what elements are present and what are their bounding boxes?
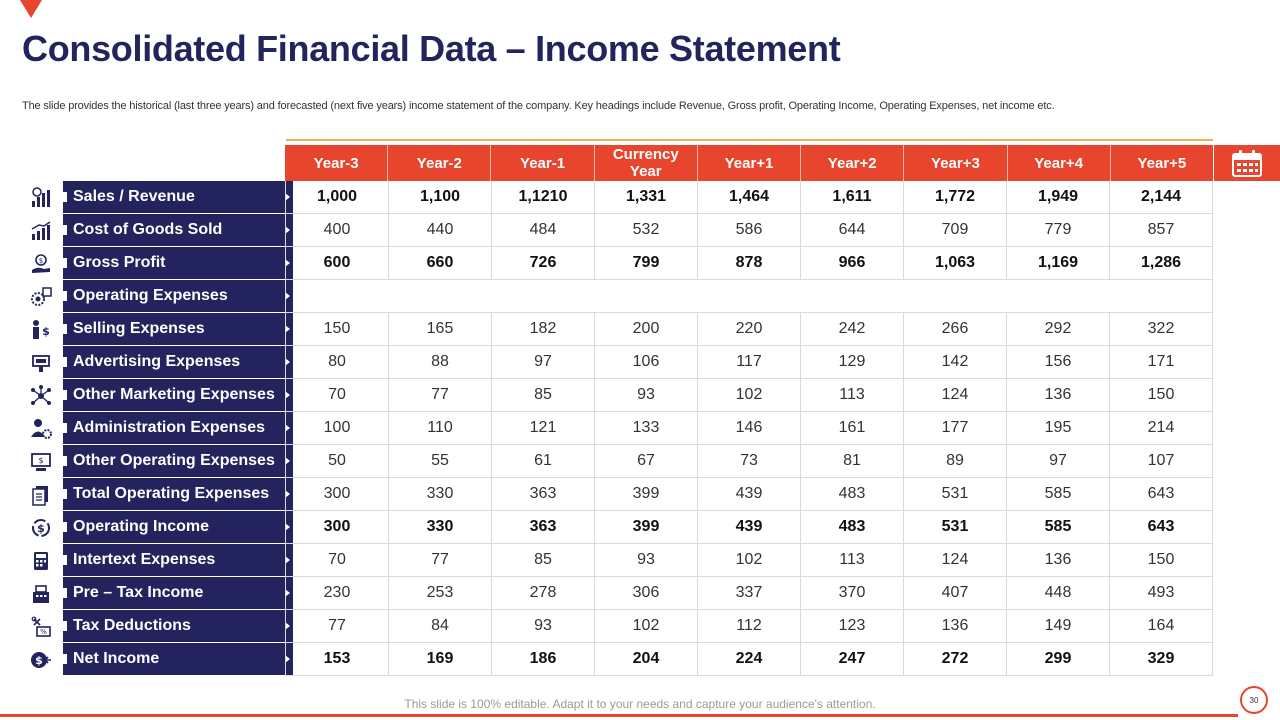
network-icon	[30, 385, 52, 407]
table-cell	[903, 280, 1006, 312]
table-row	[0, 511, 1213, 544]
table-cell: 1,063	[903, 247, 1006, 279]
table-cell: 204	[594, 643, 697, 675]
svg-text:$: $	[42, 325, 50, 338]
table-cell: 532	[594, 214, 697, 246]
table-row	[0, 643, 1213, 676]
revenue-chart-icon	[30, 187, 52, 209]
table-row	[0, 445, 1213, 478]
table-cell: 129	[800, 346, 903, 378]
table-cell: 77	[388, 379, 491, 411]
bar-growth-icon	[30, 220, 52, 242]
table-cell: 77	[388, 544, 491, 576]
table-cell: 61	[491, 445, 594, 477]
table-cell: 93	[594, 544, 697, 576]
row-label: Sales / Revenue	[63, 181, 293, 213]
table-cell: 1,100	[388, 181, 491, 213]
table-cell: 1,949	[1006, 181, 1109, 213]
table-row	[0, 214, 1213, 247]
table-cell: 70	[285, 379, 388, 411]
table-cell: 1,000	[285, 181, 388, 213]
svg-text:$: $	[38, 257, 44, 265]
table-cell: 55	[388, 445, 491, 477]
table-cell	[697, 280, 800, 312]
table-cell: 161	[800, 412, 903, 444]
table-cell: 88	[388, 346, 491, 378]
table-cell: 102	[594, 610, 697, 642]
table-row	[0, 181, 1213, 214]
table-cell: 399	[594, 511, 697, 543]
monitor-money-icon	[30, 451, 52, 473]
table-cell: 85	[491, 544, 594, 576]
row-label: Selling Expenses	[63, 313, 293, 345]
table-row	[0, 577, 1213, 610]
row-label: Total Operating Expenses	[63, 478, 293, 510]
table-cell: 300	[285, 478, 388, 510]
table-cell: 67	[594, 445, 697, 477]
table-cell: 124	[903, 379, 1006, 411]
table-cell: 363	[491, 511, 594, 543]
table-cell: 113	[800, 544, 903, 576]
row-label: Intertext Expenses	[63, 544, 293, 576]
table-cell: 407	[903, 577, 1006, 609]
dollar-cycle-icon	[30, 517, 52, 539]
table-cell: 779	[1006, 214, 1109, 246]
table-cell: 1,331	[594, 181, 697, 213]
corner-triangle	[20, 0, 42, 18]
table-cell: 70	[285, 544, 388, 576]
table-cell: 112	[697, 610, 800, 642]
income-statement-table	[0, 181, 1213, 676]
table-cell: 1,1210	[491, 181, 594, 213]
table-row	[0, 610, 1213, 643]
gear-money-icon	[30, 286, 52, 308]
svg-text:$: $	[35, 654, 43, 667]
money-hand-icon	[30, 253, 52, 275]
table-cell: 156	[1006, 346, 1109, 378]
table-cell: 363	[491, 478, 594, 510]
person-dollar-icon	[30, 319, 52, 341]
table-cell: 195	[1006, 412, 1109, 444]
table-cell: 214	[1109, 412, 1212, 444]
table-cell: 153	[285, 643, 388, 675]
table-row	[0, 346, 1213, 379]
table-cell: 230	[285, 577, 388, 609]
table-cell: 400	[285, 214, 388, 246]
table-row	[0, 379, 1213, 412]
table-cell: 200	[594, 313, 697, 345]
table-cell: 149	[1006, 610, 1109, 642]
row-label: Gross Profit	[63, 247, 293, 279]
table-cell: 370	[800, 577, 903, 609]
document-stack-icon	[30, 484, 52, 506]
table-cell: 643	[1109, 511, 1212, 543]
page-subtitle: The slide provides the historical (last three years) and forecasted (next five years) income statement of the company. Key headings include Revenue, Gross profit, Operating Income, Operating Expenses, net income etc.	[22, 100, 1055, 112]
table-cell: 146	[697, 412, 800, 444]
table-cell: 50	[285, 445, 388, 477]
table-cell	[1006, 280, 1109, 312]
bottom-accent-line	[0, 714, 1238, 717]
table-cell: 1,169	[1006, 247, 1109, 279]
table-cell: 300	[285, 511, 388, 543]
table-cell: 177	[903, 412, 1006, 444]
table-cell: 121	[491, 412, 594, 444]
cash-register-icon	[30, 583, 52, 605]
table-cell: 278	[491, 577, 594, 609]
table-cell: 77	[285, 610, 388, 642]
table-cell: 585	[1006, 511, 1109, 543]
row-label: Other Operating Expenses	[63, 445, 293, 477]
billboard-icon	[30, 352, 52, 374]
table-cell: 586	[697, 214, 800, 246]
table-cell: 330	[388, 478, 491, 510]
table-cell	[388, 280, 491, 312]
table-cell: 171	[1109, 346, 1212, 378]
table-cell: 106	[594, 346, 697, 378]
table-cell: 107	[1109, 445, 1212, 477]
table-cell: 84	[388, 610, 491, 642]
table-cell: 97	[1006, 445, 1109, 477]
table-cell: 97	[491, 346, 594, 378]
table-cell: 110	[388, 412, 491, 444]
table-cell: 253	[388, 577, 491, 609]
table-cell: 330	[388, 511, 491, 543]
table-top-line	[286, 139, 1213, 141]
table-cell: 93	[491, 610, 594, 642]
table-cell: 224	[697, 643, 800, 675]
table-cell: 600	[285, 247, 388, 279]
table-cell: 299	[1006, 643, 1109, 675]
table-cell: 483	[800, 511, 903, 543]
table-cell: 272	[903, 643, 1006, 675]
table-cell: 102	[697, 379, 800, 411]
table-cell: 439	[697, 511, 800, 543]
table-cell: 182	[491, 313, 594, 345]
table-row	[0, 313, 1213, 346]
page-number: 30	[1240, 686, 1268, 714]
table-cell: 399	[594, 478, 697, 510]
svg-text:%: %	[40, 628, 47, 636]
row-label: Pre – Tax Income	[63, 577, 293, 609]
table-cell: 81	[800, 445, 903, 477]
table-cell: 329	[1109, 643, 1212, 675]
table-cell: 85	[491, 379, 594, 411]
table-cell: 799	[594, 247, 697, 279]
table-cell: 1,286	[1109, 247, 1212, 279]
coin-arrow-icon	[30, 649, 52, 671]
table-cell: 93	[594, 379, 697, 411]
row-label: Operating Income	[63, 511, 293, 543]
table-cell	[1109, 280, 1212, 312]
table-cell: 136	[903, 610, 1006, 642]
table-cell	[800, 280, 903, 312]
table-header-row	[285, 145, 1213, 181]
table-row	[0, 478, 1213, 511]
row-label: Other Marketing Expenses	[63, 379, 293, 411]
row-label: Administration Expenses	[63, 412, 293, 444]
row-label: Operating Expenses	[63, 280, 293, 312]
column-header: Year+5	[1111, 145, 1213, 181]
table-cell: 169	[388, 643, 491, 675]
footer-note: This slide is 100% editable. Adapt it to your needs and capture your audience's attention.	[404, 697, 876, 711]
table-cell: 136	[1006, 544, 1109, 576]
table-cell: 440	[388, 214, 491, 246]
table-cell: 117	[697, 346, 800, 378]
table-row	[0, 247, 1213, 280]
svg-text:$: $	[38, 456, 44, 465]
table-cell: 857	[1109, 214, 1212, 246]
table-cell: 136	[1006, 379, 1109, 411]
table-cell: 89	[903, 445, 1006, 477]
table-cell	[594, 280, 697, 312]
table-cell: 585	[1006, 478, 1109, 510]
table-cell: 150	[1109, 544, 1212, 576]
table-cell: 73	[697, 445, 800, 477]
table-cell: 448	[1006, 577, 1109, 609]
row-label: Cost of Goods Sold	[63, 214, 293, 246]
table-cell: 531	[903, 511, 1006, 543]
table-cell: 1,611	[800, 181, 903, 213]
column-header: Year-2	[388, 145, 491, 181]
table-cell: 242	[800, 313, 903, 345]
column-header: Year+2	[801, 145, 904, 181]
column-header: Year+4	[1008, 145, 1111, 181]
table-cell: 493	[1109, 577, 1212, 609]
table-cell: 220	[697, 313, 800, 345]
table-cell: 80	[285, 346, 388, 378]
table-cell: 726	[491, 247, 594, 279]
table-cell: 2,144	[1109, 181, 1212, 213]
table-cell: 644	[800, 214, 903, 246]
table-cell: 165	[388, 313, 491, 345]
table-cell: 247	[800, 643, 903, 675]
table-cell: 150	[1109, 379, 1212, 411]
table-cell	[285, 280, 388, 312]
table-cell	[491, 280, 594, 312]
column-header: Year-1	[491, 145, 594, 181]
table-cell: 142	[903, 346, 1006, 378]
row-label: Net Income	[63, 643, 293, 675]
table-cell: 484	[491, 214, 594, 246]
calendar-icon	[1214, 145, 1280, 181]
table-cell: 150	[285, 313, 388, 345]
table-cell: 439	[697, 478, 800, 510]
table-cell: 100	[285, 412, 388, 444]
page-title: Consolidated Financial Data – Income Statement	[22, 28, 841, 69]
row-label: Tax Deductions	[63, 610, 293, 642]
table-cell: 966	[800, 247, 903, 279]
table-cell: 123	[800, 610, 903, 642]
table-cell: 709	[903, 214, 1006, 246]
column-header: Year+3	[904, 145, 1007, 181]
column-header: Year-3	[285, 145, 388, 181]
admin-gear-icon	[30, 418, 52, 440]
table-cell: 337	[697, 577, 800, 609]
table-cell: 483	[800, 478, 903, 510]
svg-text:$: $	[37, 522, 45, 535]
table-row	[0, 280, 1213, 313]
table-row	[0, 544, 1213, 577]
table-cell: 186	[491, 643, 594, 675]
table-cell: 660	[388, 247, 491, 279]
table-cell: 1,464	[697, 181, 800, 213]
table-cell: 266	[903, 313, 1006, 345]
table-cell: 164	[1109, 610, 1212, 642]
table-cell: 292	[1006, 313, 1109, 345]
table-cell: 124	[903, 544, 1006, 576]
table-row	[0, 412, 1213, 445]
table-cell: 113	[800, 379, 903, 411]
table-cell: 878	[697, 247, 800, 279]
table-cell: 531	[903, 478, 1006, 510]
table-cell: 1,772	[903, 181, 1006, 213]
column-header: Year+1	[698, 145, 801, 181]
column-header: Currency Year	[595, 145, 698, 181]
table-cell: 643	[1109, 478, 1212, 510]
tax-cut-icon	[30, 616, 52, 638]
table-cell: 322	[1109, 313, 1212, 345]
table-cell: 133	[594, 412, 697, 444]
calculator-doc-icon	[30, 550, 52, 572]
table-cell: 102	[697, 544, 800, 576]
row-label: Advertising Expenses	[63, 346, 293, 378]
table-cell: 306	[594, 577, 697, 609]
